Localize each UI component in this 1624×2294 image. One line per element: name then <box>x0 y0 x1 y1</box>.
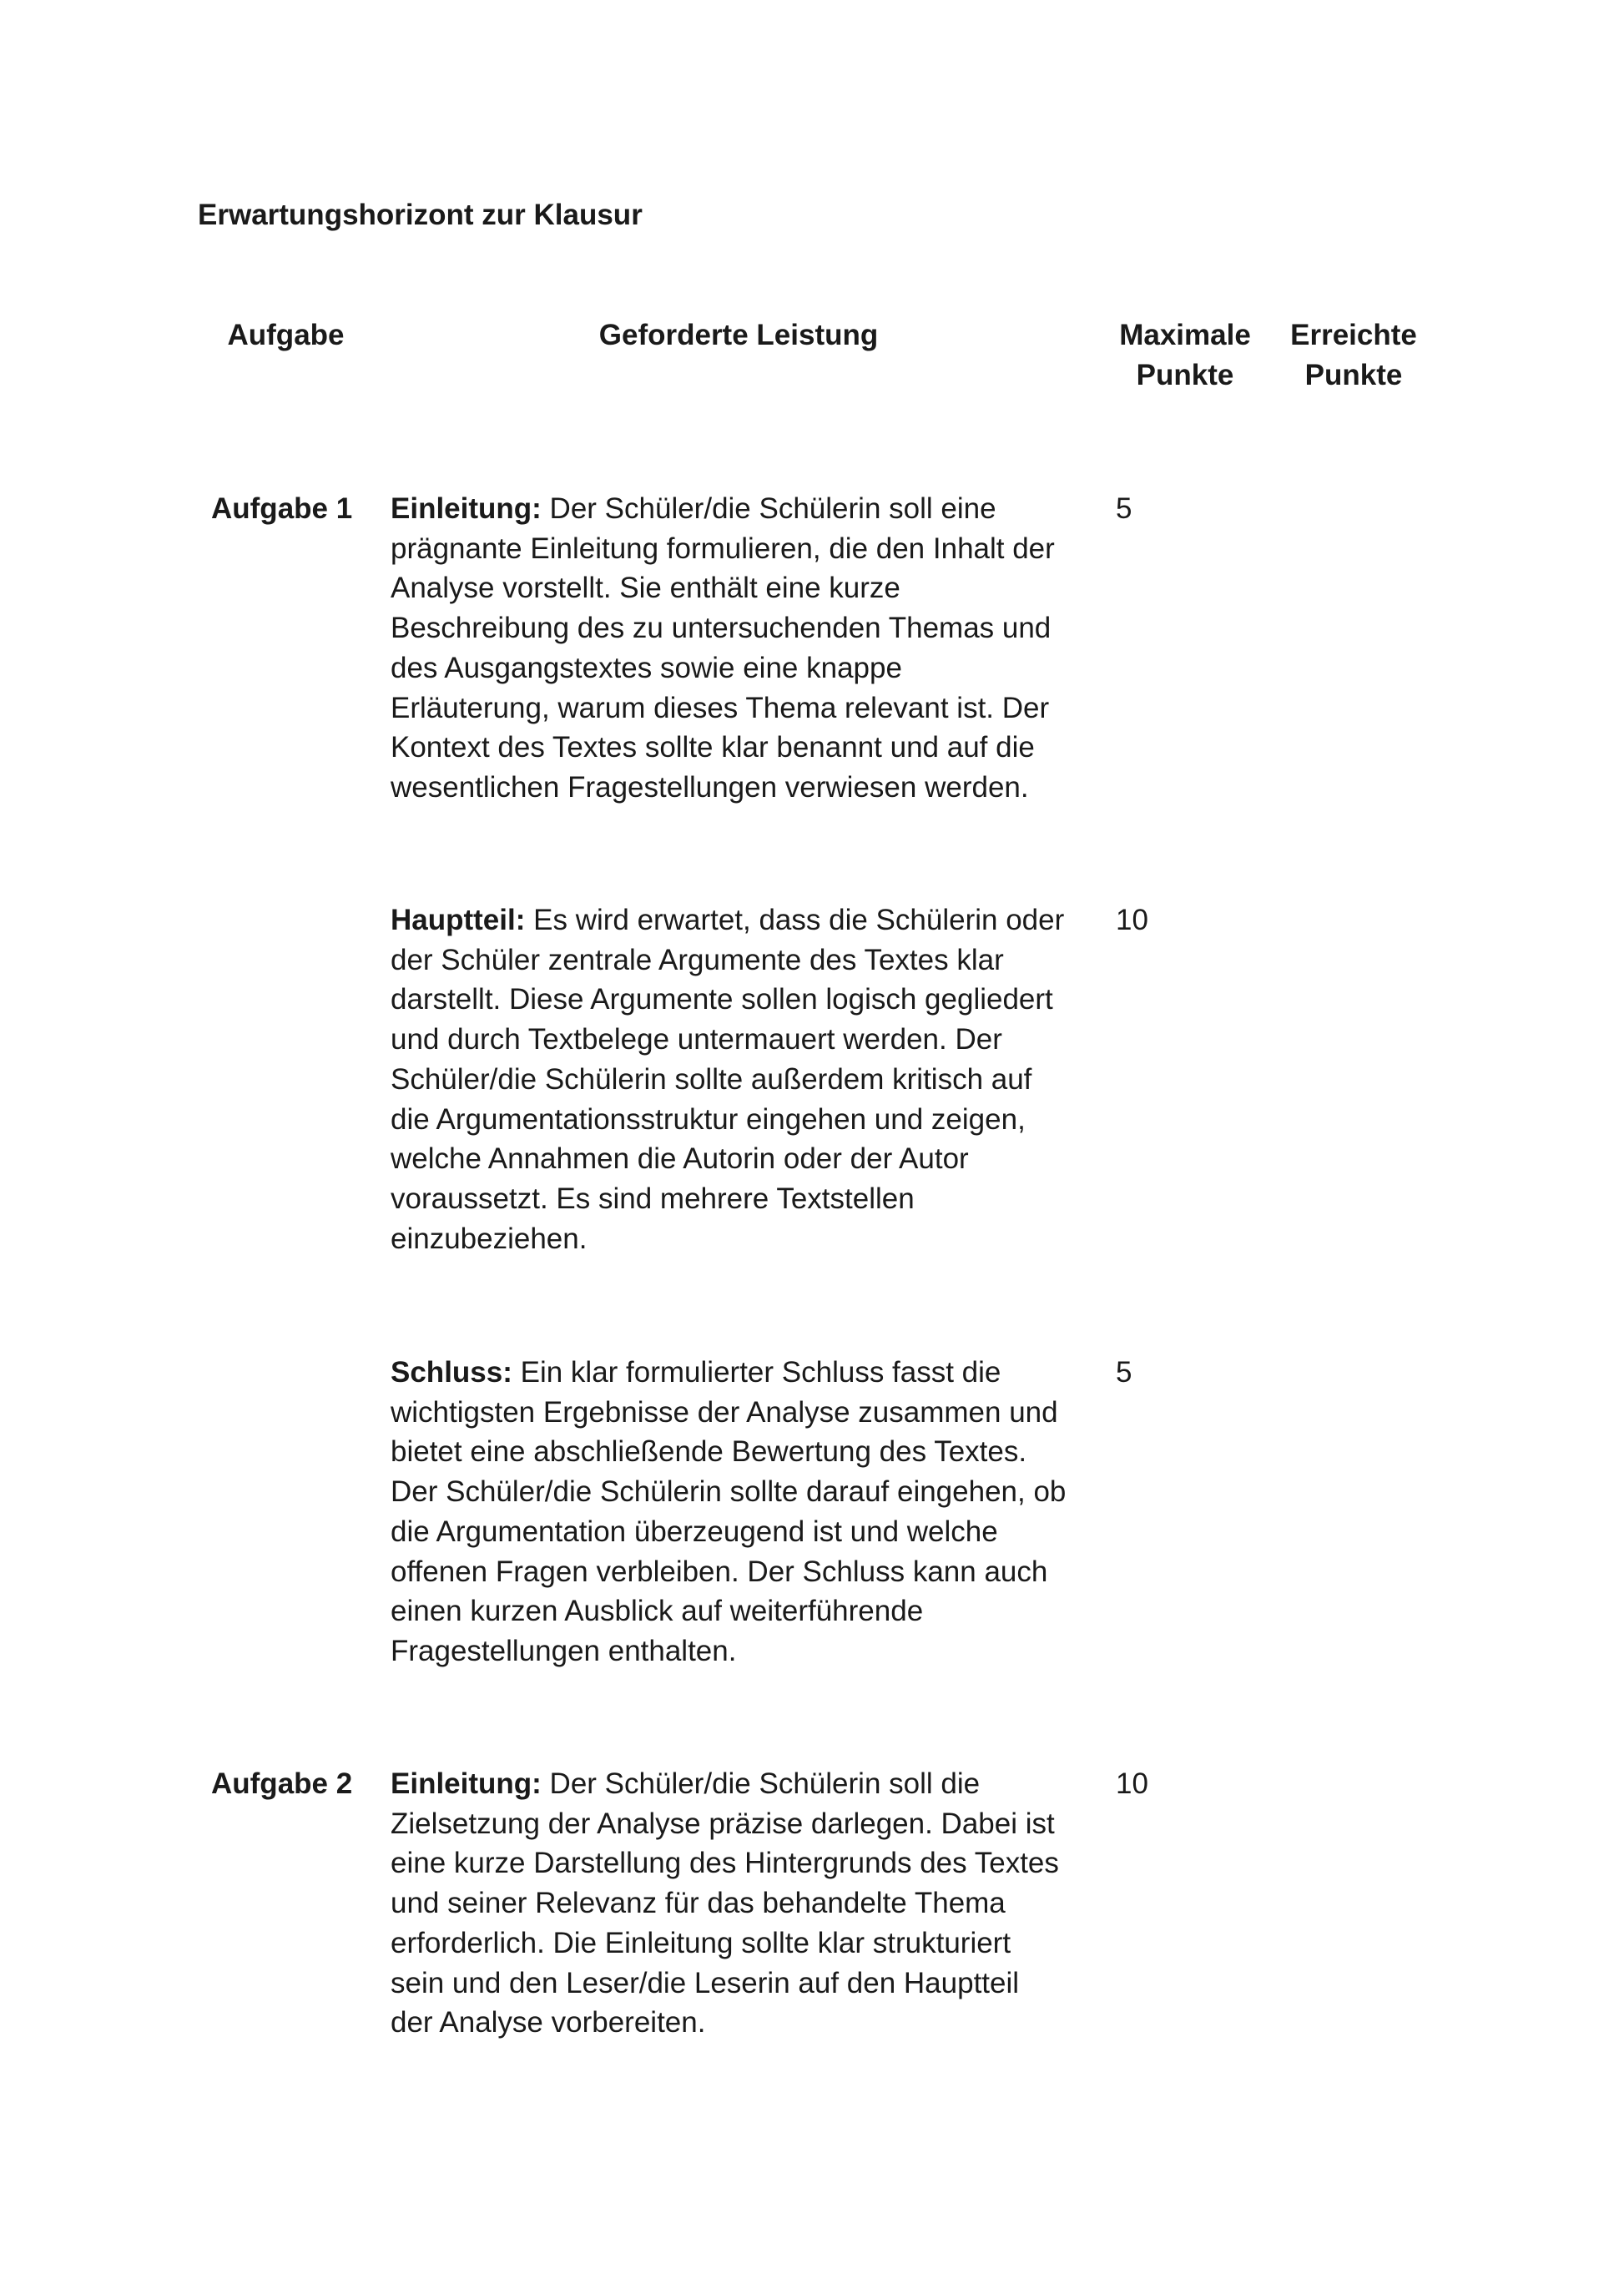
description-line: Es wird erwartet, dass die Schülerin oder <box>533 904 1065 936</box>
header-reached-points-line2: Punkte <box>1304 359 1403 391</box>
max-points: 5 <box>1116 1356 1132 1389</box>
reached-points <box>1285 1764 1419 1804</box>
description-line: sein und den Leser/die Leserin auf den Hauptteil <box>391 1966 1020 1999</box>
description-line: Fragestellungen enthalten. <box>391 1634 737 1667</box>
description-line: und seiner Relevanz für das behandelte Thema <box>391 1887 1006 1920</box>
performance-description <box>391 1764 1100 2043</box>
header-task: Aufgabe <box>227 319 345 351</box>
reached-points <box>1285 489 1419 529</box>
reached-points <box>1285 1353 1419 1393</box>
header-reached-points <box>1270 315 1437 396</box>
document-title: Erwartungshorizont zur Klausur <box>198 199 643 231</box>
section-lead: Einleitung: <box>391 492 542 525</box>
performance-description <box>391 900 1100 1258</box>
description-line: der Analyse vorbereiten. <box>391 2006 706 2039</box>
description-line: Der Schüler/die Schülerin soll die <box>549 1767 981 1800</box>
performance-description <box>391 1353 1100 1671</box>
header-max-points-line2: Punkte <box>1136 359 1234 391</box>
reached-points <box>1285 900 1419 940</box>
max-points: 5 <box>1116 492 1132 525</box>
description-line: die Argumentationsstruktur eingehen und zeigen, <box>391 1102 1026 1136</box>
task-label: Aufgabe 2 <box>211 1767 353 1800</box>
description-line: Analyse vorstellt. Sie enthält eine kurze <box>391 572 900 605</box>
max-points: 10 <box>1116 1767 1148 1800</box>
header-reached-points-line1: Erreichte <box>1290 319 1417 351</box>
description-line: eine kurze Darstellung des Hintergrunds des Textes <box>391 1847 1059 1880</box>
description-line: Erläuterung, warum dieses Thema relevant ist. Der <box>391 691 1050 724</box>
description-line: die Argumentation überzeugend ist und welche <box>391 1515 998 1548</box>
description-line: Der Schüler/die Schülerin sollte darauf eingehen, ob <box>391 1475 1067 1509</box>
description-line: offenen Fragen verbleiben. Der Schluss kann auch <box>391 1555 1048 1588</box>
description-line: des Ausgangstextes sowie eine knappe <box>391 651 902 684</box>
description-line: erforderlich. Die Einleitung sollte klar strukturiert <box>391 1926 1011 1959</box>
description-line: darstellt. Diese Argumente sollen logisch gegliedert <box>391 983 1053 1016</box>
description-line: Ein klar formulierter Schluss fasst die <box>520 1356 1001 1389</box>
description-line: einen kurzen Ausblick auf weiterführende <box>391 1595 924 1628</box>
description-line: wesentlichen Fragestellungen verwiesen werden. <box>391 770 1029 804</box>
description-line: wichtigsten Ergebnisse der Analyse zusammen und <box>391 1395 1058 1429</box>
description-line: Beschreibung des zu untersuchenden Themas und <box>391 612 1052 645</box>
description-line: Schüler/die Schülerin sollte außerdem kritisch auf <box>391 1062 1032 1096</box>
section-lead: Einleitung: <box>391 1767 542 1800</box>
description-line: und durch Textbelege untermauert werden. Der <box>391 1023 1002 1056</box>
header-max-points-line1: Maximale <box>1119 319 1251 351</box>
description-line: Zielsetzung der Analyse präzise darlegen. Dabei ist <box>391 1807 1055 1840</box>
header-performance: Geforderte Leistung <box>598 319 879 351</box>
description-line: der Schüler zentrale Argumente des Textes klar <box>391 943 1004 976</box>
description-line: voraussetzt. Es sind mehrere Textstellen <box>391 1182 915 1215</box>
max-points: 10 <box>1116 904 1148 936</box>
description-line: prägnante Einleitung formulieren, die den Inhalt der <box>391 532 1055 565</box>
description-line: Kontext des Textes sollte klar benannt und auf die <box>391 731 1035 764</box>
section-lead: Hauptteil: <box>391 904 526 936</box>
performance-description <box>391 489 1100 808</box>
description-line: welche Annahmen die Autorin oder der Autor <box>391 1142 969 1176</box>
description-line: Der Schüler/die Schülerin soll eine <box>549 492 996 525</box>
description-line: bietet eine abschließende Bewertung des Textes. <box>391 1435 1027 1469</box>
header-max-points <box>1102 315 1268 396</box>
task-label: Aufgabe 1 <box>211 492 353 525</box>
description-line: einzubeziehen. <box>391 1222 588 1255</box>
section-lead: Schluss: <box>391 1356 512 1389</box>
